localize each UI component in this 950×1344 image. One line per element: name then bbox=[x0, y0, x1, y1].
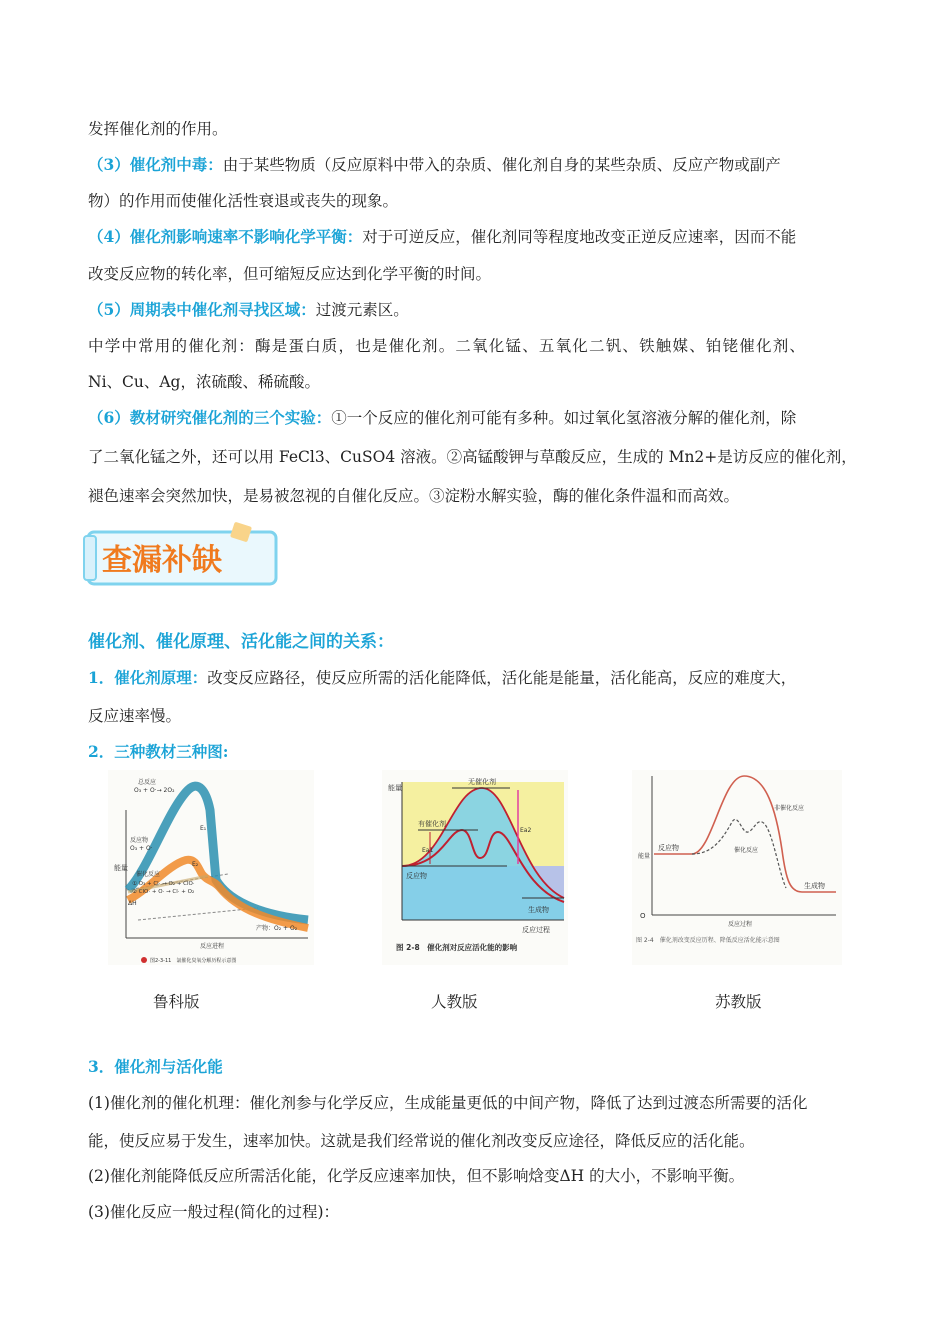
point-6-text: ①一个反应的催化剂可能有多种。如过氧化氢溶液分解的催化剂，除 bbox=[331, 409, 797, 427]
point-5-text: 过渡元素区。 bbox=[315, 301, 409, 319]
lk-reactants: 反应物 bbox=[130, 837, 149, 844]
text-line: (3)催化反应一般过程(简化的过程)： bbox=[88, 1203, 340, 1221]
point-4 bbox=[88, 227, 796, 247]
rj-reactant: 反应物 bbox=[406, 872, 427, 880]
point-4-heading: （4）催化剂影响速率不影响化学平衡： bbox=[88, 227, 363, 246]
text-line: 褪色速率会突然加快，是易被忽视的自催化反应。③淀粉水解实验，酶的催化条件温和而高效。 bbox=[88, 487, 740, 505]
lk-e1: E₁ bbox=[200, 825, 207, 832]
caption-sj: 苏教版 bbox=[715, 993, 762, 1011]
point-3 bbox=[88, 155, 781, 175]
text-line: 反应速率慢。 bbox=[88, 707, 182, 725]
lk-cat: 催化反应 bbox=[136, 871, 161, 878]
banner-title: 查漏补缺 bbox=[102, 543, 222, 578]
lk-dh: ΔH bbox=[128, 900, 137, 907]
sj-uncat: 非催化反应 bbox=[774, 805, 805, 812]
point-6 bbox=[88, 408, 796, 428]
lk-xlabel: 反应进程 bbox=[200, 943, 225, 950]
text-line: 改变反应物的转化率，但可缩短反应达到化学平衡的时间。 bbox=[88, 265, 492, 283]
point-4-text: 对于可逆反应，催化剂同等程度地改变正逆反应速率，因而不能 bbox=[362, 228, 797, 246]
sj-product: 生成物 bbox=[804, 882, 825, 890]
sj-xlabel: 反应过程 bbox=[728, 921, 753, 928]
figure-rj bbox=[382, 770, 568, 965]
text-line: 了二氧化锰之外，还可以用 FeCl3、CuSO4 溶液。②高锰酸钾与草酸反应，生成的 Mn2+是访反应的催化剂， bbox=[88, 448, 857, 466]
lk-cat-eq2: ② ClO· + O· → Cl· + O₂ bbox=[132, 889, 195, 895]
figure-sj bbox=[632, 770, 842, 965]
relation-title: 催化剂、催化原理、活化能之间的关系： bbox=[88, 632, 394, 652]
text-line: 发挥催化剂的作用。 bbox=[88, 120, 228, 138]
lk-uncat: 总反应 bbox=[138, 779, 157, 786]
text-line: (2)催化剂能降低反应所需活化能，化学反应速率加快，但不影响焓变ΔH 的大小，不影响平衡。 bbox=[88, 1167, 745, 1185]
text-line: 中学中常用的催化剂：酶是蛋白质，也是催化剂。二氧化锰、五氧化二钒、铁触媒、铂铑催化剂、 bbox=[88, 337, 807, 355]
point-6-heading: （6）教材研究催化剂的三个实验： bbox=[88, 408, 332, 427]
caption-rj: 人教版 bbox=[431, 993, 478, 1011]
lk-energy-label: 能量 bbox=[114, 864, 128, 872]
text-line: Ni、Cu、Ag，浓硫酸、稀硫酸。 bbox=[88, 373, 320, 391]
point-3-text: 由于某些物质（反应原料中带入的杂质、催化剂自身的某些杂质、反应产物或副产 bbox=[222, 156, 781, 174]
lk-e2: E₂ bbox=[192, 861, 199, 868]
point-5-heading: （5）周期表中催化剂寻找区域： bbox=[88, 300, 316, 319]
lk-product: 产物：O₂ + O₂ bbox=[256, 925, 298, 932]
rj-uncat: 无催化剂 bbox=[468, 778, 496, 786]
point-3-heading: （3）催化剂中毒： bbox=[88, 155, 223, 174]
lk-cat-eq1: ① O₃ + Cl· → O₂ + ClO· bbox=[132, 881, 195, 887]
sj-energy: 能量 bbox=[638, 853, 651, 860]
text-line: 能，使反应易于发生，速率加快。这就是我们经常说的催化剂改变反应途径，降低反应的活化能。 bbox=[88, 1132, 755, 1150]
caption-lk: 鲁科版 bbox=[153, 993, 200, 1011]
rj-ea1: Ea1 bbox=[422, 847, 434, 854]
lk-uncat-eq: O₃ + O·→ 2O₂ bbox=[134, 787, 175, 794]
lk-caption: 图2-3-11 氯催化臭氧分解历程示意图 bbox=[150, 958, 237, 964]
section-3-heading: 3．催化剂与活化能 bbox=[88, 1057, 223, 1076]
rj-caption: 图 2-8 催化剂对反应活化能的影响 bbox=[396, 943, 518, 952]
rj-product: 生成物 bbox=[528, 906, 549, 914]
sj-cat: 催化反应 bbox=[734, 847, 759, 854]
rj-cat: 有催化剂 bbox=[418, 820, 446, 828]
rj-xlabel: 反应过程 bbox=[522, 926, 550, 934]
section-1-text: 改变反应路径，使反应所需的活化能降低，活化能是能量，活化能高，反应的难度大， bbox=[207, 669, 797, 687]
rj-energy: 能量 bbox=[388, 784, 402, 792]
section-1-heading: 1．催化剂原理： bbox=[88, 668, 208, 687]
text-line: (1)催化剂的催化机理：催化剂参与化学反应，生成能量更低的中间产物，降低了达到过渡态所需要的活化 bbox=[88, 1094, 808, 1112]
point-5 bbox=[88, 300, 409, 320]
sj-caption: 图 2-4 催化剂改变反应历程、降低反应活化能示意图 bbox=[636, 937, 780, 944]
rj-ea2: Ea2 bbox=[520, 827, 532, 834]
section-1 bbox=[88, 668, 796, 688]
figure-lk bbox=[108, 770, 314, 965]
text-line: 物）的作用而使催化活性衰退或丧失的现象。 bbox=[88, 192, 399, 210]
section-2-heading: 2．三种教材三种图: bbox=[88, 742, 229, 761]
sj-reactant: 反应物 bbox=[658, 844, 679, 852]
sj-origin: O bbox=[640, 912, 646, 920]
lk-reactants-eq: O₃ + O· bbox=[130, 845, 153, 852]
section-banner bbox=[82, 522, 282, 588]
